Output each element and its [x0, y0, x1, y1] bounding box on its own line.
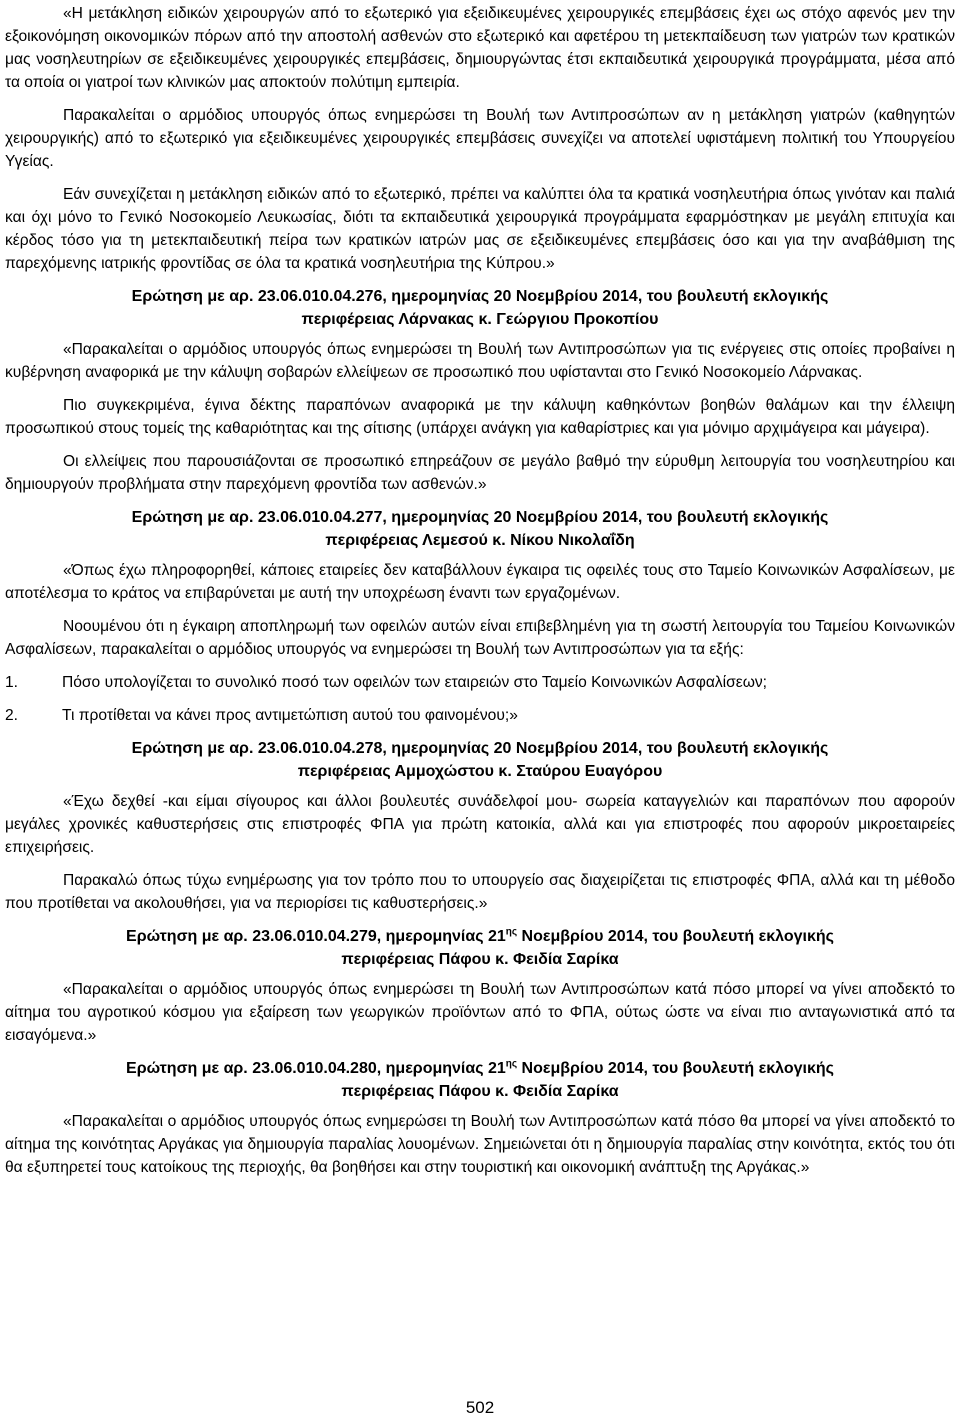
- list-item: [5, 671, 955, 694]
- question-276-heading-line2: περιφέρειας Λάρνακας κ. Γεώργιου Προκοπίου: [301, 311, 659, 328]
- question-279-heading-pre: Ερώτηση με αρ. 23.06.010.04.279, ημερομηνίας 21: [126, 928, 506, 945]
- question-278-paragraph-2: Παρακαλώ όπως τύχω ενημέρωσης για τον τρόπο που το υπουργείο σας διαχειρίζεται τις επιστροφές ΦΠΑ, αλλά και τη μέθοδο που προτίθεται να ακολουθήσει, για να περιορίσει τις καθυστερήσεις.»: [5, 872, 955, 912]
- intro-paragraph-3: Εάν συνεχίζεται η μετάκληση ειδικών από το εξωτερικό, πρέπει να καλύπτει όλα τα κρατικά νοσηλευτήρια όπως γινόταν και παλιά και όχι μόνο το Γενικό Νοσοκομείο Λευκωσίας, διότι τα εκπαιδευτικά χειρουργικά προγράμματα εφαρμόστηκαν με μεγάλη επιτυχία και κέρδος τόσο για τη μετεκπαιδευτική πείρα των κρατικών ιατρών μας σε εξειδικευμένες επεμβάσεις όσο και για την αναβάθμιση της παρεχόμενης ιατρικής φροντίδας σε όλα τα κρατικά νοσηλευτήρια της Κύπρου.»: [5, 186, 955, 272]
- question-280-heading-sup: ης: [505, 1058, 518, 1070]
- question-280-heading: [5, 1057, 955, 1103]
- list-item: [5, 704, 955, 727]
- question-280-heading-line2: περιφέρειας Πάφου κ. Φειδία Σαρίκα: [341, 1083, 619, 1100]
- question-279-heading: [5, 925, 955, 971]
- list-item-text: Πόσο υπολογίζεται το συνολικό ποσό των οφειλών των εταιρειών στο Ταμείο Κοινωνικών Ασφαλίσεων;: [62, 674, 768, 691]
- question-277-paragraph-1: «Όπως έχω πληροφορηθεί, κάποιες εταιρείες δεν καταβάλλουν έγκαιρα τις οφειλές τους στο Ταμείο Κοινωνικών Ασφαλίσεων, με αποτέλεσμα το κράτος να επιβαρύνεται με αυτή την υποχρέωση έναντι των εργαζομένων.: [5, 562, 955, 602]
- question-279-heading-post: Νοεμβρίου 2014, του βουλευτή εκλογικής: [517, 928, 834, 945]
- list-item-text: Τι προτίθεται να κάνει προς αντιμετώπιση αυτού του φαινομένου;»: [62, 707, 518, 724]
- question-280-paragraph-1: «Παρακαλείται ο αρμόδιος υπουργός όπως ενημερώσει τη Βουλή των Αντιπροσώπων κατά πόσο θα μπορεί να γίνει αποδεκτό το αίτημα της κοινότητας Αργάκας για δημιουργία παραλίας λουομένων. Σημειώνεται ότι η δημιουργία παραλίας στην κοινότητα, εκτός του ότι θα εξυπηρετεί τους κατοίκους της περιοχής, θα βοηθήσει και στην τουριστική και οικονομική ανάπτυξη της Αργάκας.»: [5, 1113, 955, 1176]
- question-280-heading-post: Νοεμβρίου 2014, του βουλευτή εκλογικής: [517, 1060, 834, 1077]
- question-278-heading-line2: περιφέρειας Αμμοχώστου κ. Σταύρου Ευαγόρου: [297, 763, 663, 780]
- question-277-heading-line1: Ερώτηση με αρ. 23.06.010.04.277, ημερομηνίας 20 Νοεμβρίου 2014, του βουλευτή εκλογικής: [131, 509, 829, 526]
- list-item-number: 1.: [5, 674, 19, 691]
- question-276-heading-line1: Ερώτηση με αρ. 23.06.010.04.276, ημερομηνίας 20 Νοεμβρίου 2014, του βουλευτή εκλογικής: [131, 288, 829, 305]
- question-279-paragraph-1: «Παρακαλείται ο αρμόδιος υπουργός όπως ενημερώσει τη Βουλή των Αντιπροσώπων κατά πόσο μπορεί να γίνει αποδεκτό το αίτημα του αγροτικού κόσμου για εξαίρεση των γεωργικών προϊόντων από το ΦΠΑ, ούτως ώστε να είναι πιο ανταγωνιστικά από τα εισαγόμενα.»: [5, 981, 955, 1044]
- question-277-heading-line2: περιφέρειας Λεμεσού κ. Νίκου Νικολαΐδη: [325, 532, 635, 549]
- question-276-paragraph-3: Οι ελλείψεις που παρουσιάζονται σε προσωπικό επηρεάζουν σε μεγάλο βαθμό την εύρυθμη λειτουργία του νοσηλευτηρίου και δημιουργούν προβλήματα στην παρεχόμενη φροντίδα των ασθενών.»: [5, 453, 955, 493]
- question-277-paragraph-2: Νοουμένου ότι η έγκαιρη αποπληρωμή των οφειλών αυτών είναι επιβεβλημένη για τη σωστή λειτουργία του Ταμείου Κοινωνικών Ασφαλίσεων, παρακαλείται ο αρμόδιος υπουργός να ενημερώσει τη Βουλή των Αντιπροσώπων για τα εξής:: [5, 618, 955, 658]
- question-279-heading-line2: περιφέρειας Πάφου κ. Φειδία Σαρίκα: [341, 951, 619, 968]
- question-278-heading: [5, 737, 955, 783]
- page-number: 502: [465, 1398, 495, 1417]
- question-278-paragraph-1: «Έχω δεχθεί -και είμαι σίγουρος και άλλοι βουλευτές συνάδελφοί μου- σωρεία καταγγελιών και παραπόνων που αφορούν μεγάλες χρονικές καθυστερήσεις στις επιστροφές ΦΠΑ για πρώτη κατοικία, αλλά και για επιστροφές που αφορούν μικροεταιρείες επιχειρήσεις.: [5, 793, 955, 856]
- list-item-number: 2.: [5, 707, 19, 724]
- intro-paragraph-2: Παρακαλείται ο αρμόδιος υπουργός όπως ενημερώσει τη Βουλή των Αντιπροσώπων αν η μετάκληση γιατρών (καθηγητών χειρουργικής) από το εξωτερικό για εξειδικευμένες χειρουργικές επεμβάσεις συνεχίζει να αποτελεί υφιστάμενη πολιτική του Υπουργείου Υγείας.: [5, 107, 955, 170]
- question-276-heading: [5, 285, 955, 331]
- question-280-heading-pre: Ερώτηση με αρ. 23.06.010.04.280, ημερομηνίας 21: [126, 1060, 506, 1077]
- question-276-paragraph-2: Πιο συγκεκριμένα, έγινα δέκτης παραπόνων αναφορικά με την κάλυψη καθηκόντων βοηθών θαλάμων και την έλλειψη προσωπικού στους τομείς της καθαριότητας και της σίτισης (υπάρχει ανάγκη για καθαρίστριες και για μόνιμο αρχιμάγειρα και μάγειρα).: [5, 397, 955, 437]
- question-278-heading-line1: Ερώτηση με αρ. 23.06.010.04.278, ημερομηνίας 20 Νοεμβρίου 2014, του βουλευτή εκλογικής: [131, 740, 829, 757]
- question-277-heading: [5, 506, 955, 552]
- question-279-heading-sup: ης: [505, 926, 518, 938]
- question-276-paragraph-1: «Παρακαλείται ο αρμόδιος υπουργός όπως ενημερώσει τη Βουλή των Αντιπροσώπων για τις ενέργειες στις οποίες προβαίνει η κυβέρνηση αναφορικά με την κάλυψη σοβαρών ελλείψεων σε προσωπικό που υφίστανται στο Γενικό Νοσοκομείο Λάρνακας.: [5, 341, 955, 381]
- intro-paragraph-1: «Η μετάκληση ειδικών χειρουργών από το εξωτερικό για εξειδικευμένες χειρουργικές επεμβάσεις έχει ως στόχο αφενός μεν την εξοικονόμηση οικονομικών πόρων από την αποστολή ασθενών στο εξωτερικό και αφετέρου τη μετεκπαίδευση των γιατρών των κρατικών μας νοσηλευτηρίων σε εξειδικευμένες χειρουργικές επεμβάσεις, δημιουργώντας έτσι εκπαιδευτικά χειρουργικά προγράμματα, μέσα από τα οποία οι γιατροί των κλινικών μας αποκτούν πολύτιμη εμπειρία.: [5, 5, 955, 91]
